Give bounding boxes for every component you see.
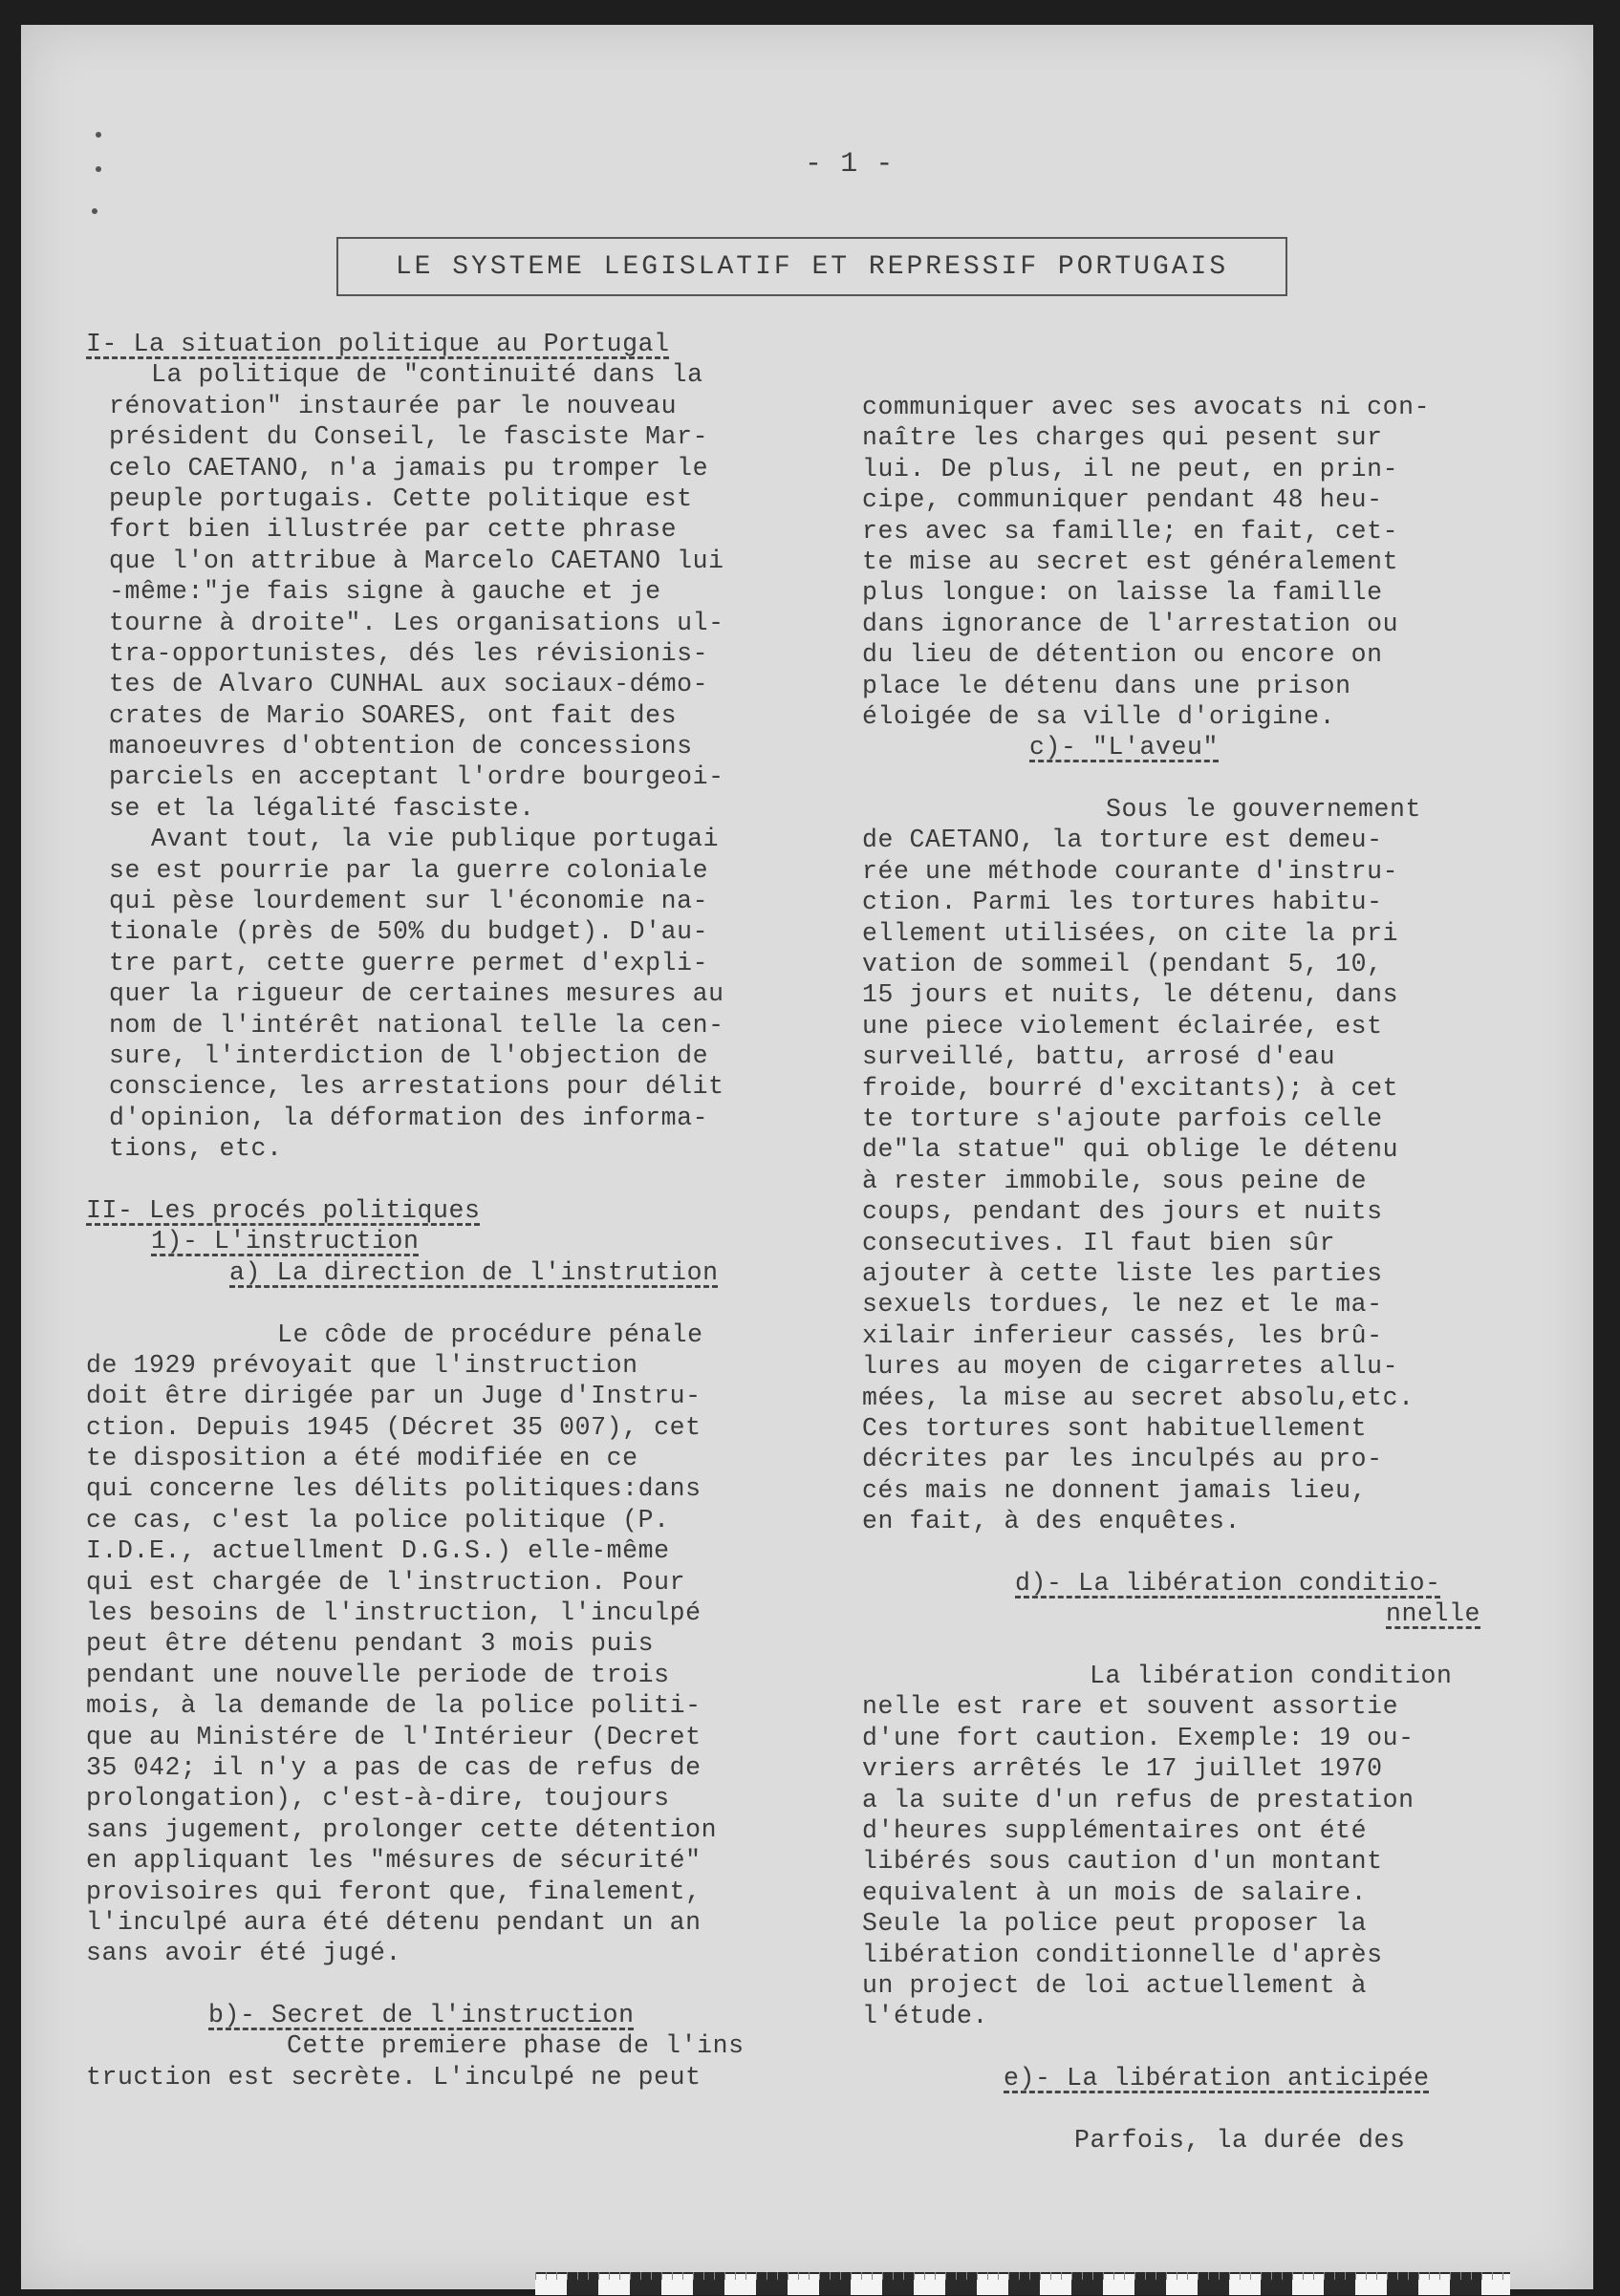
line-text: te torture s'ajoute parfois celle [862,1104,1383,1133]
text-line [86,1288,851,1319]
line-text: I- La situation politique au Portugal [86,330,670,358]
text-line [86,608,851,638]
text-line [862,1041,1588,1072]
section-heading [86,1226,851,1256]
text-line [862,979,1588,1010]
line-text: te mise au secret est généralement [862,547,1399,576]
line-text: Avant tout, la vie publique portugai [151,825,720,854]
line-text: d)- La libération conditio- [1015,1568,1441,1598]
line-text: vriers arrêtés le 17 juillet 1970 [862,1754,1383,1784]
line-text: nelle est rare et souvent assortie [862,1692,1399,1722]
line-text: coups, pendant des jours et nuits [862,1197,1383,1227]
text-line [862,949,1588,979]
line-text: du lieu de détention ou encore on [862,640,1383,670]
line-text: place le détenu dans une prison [862,671,1351,700]
text-line [86,1505,851,1535]
text-line [862,609,1588,639]
text-line [86,1381,851,1411]
line-text: qui est chargée de l'instruction. Pour [86,1567,686,1597]
line-text: en appliquant les "mésures de sécurité" [86,1846,702,1876]
text-line [862,1691,1588,1722]
text-line [86,1535,851,1566]
text-line [862,1475,1588,1506]
section-heading [86,2000,851,2030]
line-text: peut être détenu pendant 3 mois puis [86,1629,655,1659]
text-line [862,1753,1588,1784]
line-text: rée une méthode courante d'instru- [862,856,1399,886]
line-text: -même:"je fais signe à gauche et je [109,577,661,607]
text-line [86,1350,851,1381]
text-line [862,454,1588,484]
text-line [86,1814,851,1845]
line-text: sans jugement, prolonger cette détention [86,1814,718,1844]
text-line [862,701,1588,732]
text-line [86,1752,851,1783]
text-line [86,1783,851,1813]
line-text: cipe, communiquer pendant 48 heu- [862,485,1383,515]
line-text: froide, bourré d'excitants); à cet [862,1073,1399,1103]
text-line [862,547,1588,577]
text-line [86,2030,851,2061]
text-line [862,2125,1588,2156]
line-text: d'une fort caution. Exemple: 19 ou- [862,1723,1415,1752]
line-text: communiquer avec ses avocats ni con- [862,393,1431,421]
text-line [86,700,851,731]
line-text: libérés sous caution d'un montant [862,1847,1383,1877]
line-text: parciels en acceptant l'ordre bourgeoi- [109,762,724,792]
line-text: en fait, à des enquêtes. [862,1507,1242,1536]
punch-mark [96,132,101,138]
line-text: cés mais ne donnent jamais lieu, [862,1475,1368,1505]
document-page [21,25,1593,2289]
line-text: II- Les procés politiques [86,1195,481,1225]
line-text: qui pèse lourdement sur l'économie na- [109,887,709,916]
line-text: naître les charges qui pesent sur [862,423,1383,453]
text-line [862,2032,1588,2063]
section-heading [86,1257,851,1288]
line-text: l'inculpé aura été détenu pendant un an [86,1907,702,1937]
line-text: décrites par les inculpés au pro- [862,1445,1383,1474]
text-line [862,2093,1588,2124]
text-line [862,422,1588,453]
section-heading [862,1568,1588,1599]
text-line [862,2001,1588,2031]
text-line [86,1165,851,1195]
line-text: mées, la mise au secret absolu,etc. [862,1383,1415,1412]
text-line [86,1938,851,1968]
text-line [862,1444,1588,1474]
text-line [86,1877,851,1907]
text-line [862,1723,1588,1753]
line-text: Parfois, la durée des [1074,2125,1406,2155]
line-text: manoeuvres d'obtention de concessions [109,732,693,762]
text-line [862,1289,1588,1320]
text-line [86,483,851,514]
text-line [86,453,851,483]
text-line [862,1104,1588,1134]
line-text: de"la statue" qui oblige le détenu [862,1135,1399,1165]
line-text: Le côde de procédure pénale [277,1320,703,1349]
text-line [862,1536,1588,1567]
line-text: pendant une nouvelle periode de trois [86,1660,670,1689]
line-text: 35 042; il n'y a pas de cas de refus de [86,1752,702,1782]
text-line [86,359,851,390]
text-line [86,1628,851,1659]
right-text-column [862,392,1588,2156]
line-text: a la suite d'un refus de prestation [862,1785,1415,1814]
page-number: - 1 - [805,148,895,181]
line-text: 15 jours et nuits, le détenu, dans [862,980,1399,1010]
text-line [862,1785,1588,1815]
text-line [862,794,1588,825]
line-text: de 1929 prévoyait que l'instruction [86,1350,638,1380]
text-line [86,731,851,762]
text-line [86,1010,851,1041]
line-text: lui. De plus, il ne peut, en prin- [862,454,1399,483]
text-line [862,639,1588,670]
line-text: se est pourrie par la guerre coloniale [109,855,709,885]
text-line [86,1443,851,1473]
text-line [86,1690,851,1721]
line-text: provisoires qui feront que, finalement, [86,1877,702,1906]
line-text: quer la rigueur de certaines mesures au [109,979,724,1009]
text-line [862,1506,1588,1536]
text-line [862,1351,1588,1382]
text-line [862,1011,1588,1041]
text-line [86,546,851,576]
section-heading [862,732,1588,762]
line-text: d'heures supplémentaires ont été [862,1815,1368,1845]
text-line [862,516,1588,547]
punch-mark [96,166,101,172]
text-line [862,887,1588,917]
text-line [86,576,851,607]
text-line [86,1320,851,1350]
text-line [86,1907,851,1938]
text-line [862,1196,1588,1227]
line-text: te disposition a été modifiée en ce [86,1444,638,1473]
line-text: crates de Mario SOARES, ont fait des [109,700,678,730]
text-line [86,916,851,947]
line-text: à rester immobile, sous peine de [862,1166,1368,1195]
text-line [862,1134,1588,1165]
text-line [862,484,1588,515]
line-text: tes de Alvaro CUNHAL aux sociaux-démo- [109,670,709,699]
text-line [862,1258,1588,1289]
line-text: ajouter à cette liste les parties [862,1258,1383,1288]
text-line [862,671,1588,701]
page-title-box [336,237,1287,296]
text-line [86,514,851,545]
line-text: I.D.E., actuellment D.G.S.) elle-même [86,1536,670,1566]
text-line [86,421,851,452]
section-heading [86,1195,851,1226]
line-text: libération conditionnelle d'après [862,1940,1383,1969]
line-text: une piece violement éclairée, est [862,1011,1383,1041]
text-line [86,1845,851,1876]
line-text: de CAETANO, la torture est demeu- [862,826,1383,855]
line-text: equivalent à un mois de salaire. [862,1878,1368,1907]
line-text: 1)- L'instruction [151,1227,420,1256]
text-line [86,1133,851,1164]
text-line [862,1383,1588,1413]
text-line [862,1228,1588,1258]
line-text: ellement utilisées, on cite la pri [862,918,1399,948]
text-line [86,824,851,854]
text-line [862,825,1588,855]
section-heading [862,2063,1588,2093]
page-title: LE SYSTEME LEGISLATIF ET REPRESSIF PORTUGAIS [395,251,1229,282]
line-text: Ces tortures sont habituellement [862,1413,1368,1443]
scale-ruler-ticks [535,2272,1510,2280]
line-text: e)- La libération anticipée [1004,2064,1430,2093]
line-text: président du Conseil, le fasciste Mar- [109,422,709,452]
line-text: vation de sommeil (pendant 5, 10, [862,950,1383,979]
text-line [86,391,851,421]
line-text: La politique de "continuité dans la [151,360,703,390]
text-line [86,1473,851,1504]
text-line [86,855,851,886]
text-line [862,392,1588,422]
text-line [862,1940,1588,1970]
text-line [862,577,1588,608]
text-line [86,669,851,699]
section-heading [862,1599,1588,1629]
text-line [86,886,851,916]
text-line [86,1041,851,1071]
line-text: b)- Secret de l'instruction [208,2001,635,2030]
text-line [862,1166,1588,1196]
line-text: prolongation), c'est-à-dire, toujours [86,1784,670,1813]
text-line [862,1878,1588,1908]
line-text: éloigée de sa ville d'origine. [862,701,1336,731]
line-text: qui concerne les délits politiques:dans [86,1474,702,1504]
text-line [862,1815,1588,1846]
line-text: que l'on attribue à Marcelo CAETANO lui [109,546,724,575]
line-text: conscience, les arrestations pour délit [109,1072,724,1102]
line-text: c)- "L'aveu" [1029,733,1220,762]
line-text: Seule la police peut proposer la [862,1909,1368,1939]
text-line [862,856,1588,887]
line-text: sexuels tordues, le nez et le ma- [862,1290,1383,1320]
text-line [86,1598,851,1628]
line-text: ction. Parmi les tortures habitu- [862,888,1383,917]
text-line [862,1413,1588,1444]
line-text: mois, à la demande de la police politi- [86,1691,702,1721]
line-text: a) La direction de l'instrution [229,1257,719,1287]
text-line [862,918,1588,949]
text-line [86,978,851,1009]
line-text: tionale (près de 50% du budget). D'au- [109,917,709,947]
line-text: un project de loi actuellement à [862,1970,1368,2000]
line-text: nnelle [1386,1599,1481,1629]
line-text: que au Ministére de l'Intérieur (Decret [86,1722,702,1751]
line-text: tourne à droite". Les organisations ul- [109,608,724,637]
line-text: plus longue: on laisse la famille [862,578,1383,608]
line-text: consecutives. Il faut bien sûr [862,1228,1336,1257]
text-line [862,1908,1588,1939]
line-text: Cette premiere phase de l'ins [287,2031,745,2061]
line-text: sure, l'interdiction de l'objection de [109,1041,709,1070]
line-text: surveillé, battu, arrosé d'eau [862,1042,1336,1072]
line-text: tre part, cette guerre permet d'expli- [109,948,709,977]
line-text: tions, etc. [109,1134,283,1164]
line-text: Sous le gouvernement [1106,795,1422,825]
line-text: truction est secrète. L'inculpé ne peut [86,2062,702,2092]
text-line [86,1103,851,1133]
line-text: rénovation" instaurée par le nouveau [109,391,678,420]
line-text: peuple portugais. Cette politique est [109,483,693,513]
line-text: se et la légalité fasciste. [109,793,535,823]
line-text: les besoins de l'instruction, l'inculpé [86,1599,702,1628]
line-text: ce cas, c'est la police politique (P. [86,1505,670,1534]
text-line [86,638,851,669]
text-line [86,762,851,792]
text-line [862,1630,1588,1661]
text-line [862,1661,1588,1691]
line-text: sans avoir été jugé. [86,1939,402,1968]
punch-mark [92,208,97,214]
line-text: La libération condition [1090,1662,1453,1691]
text-line [86,1660,851,1690]
text-line [862,1846,1588,1877]
left-text-column [86,329,851,2092]
line-text: ction. Depuis 1945 (Décret 35 007), cet [86,1412,702,1442]
line-text: res avec sa famille; en fait, cet- [862,516,1399,546]
text-line [86,1071,851,1102]
text-line [86,948,851,978]
section-heading [86,329,851,359]
line-text: lures au moyen de cigarretes allu- [862,1352,1399,1382]
line-text: celo CAETANO, n'a jamais pu tromper le [109,453,709,483]
text-line [86,1412,851,1443]
text-line [862,1970,1588,2001]
text-line [86,1969,851,2000]
line-text: d'opinion, la déformation des informa- [109,1103,709,1132]
text-line [862,1320,1588,1351]
line-text: doit être dirigée par un Juge d'Instru- [86,1382,702,1411]
text-line [86,1567,851,1598]
text-line [86,1722,851,1752]
line-text: fort bien illustrée par cette phrase [109,515,678,545]
line-text: xilair inferieur cassés, les brû- [862,1320,1383,1350]
line-text: tra-opportunistes, dés les révisionis- [109,638,709,668]
text-line [862,1073,1588,1104]
text-line [86,793,851,824]
text-line [86,2062,851,2092]
text-line [862,763,1588,794]
line-text: l'étude. [862,2002,989,2031]
line-text: dans ignorance de l'arrestation ou [862,609,1399,638]
line-text: nom de l'intérêt national telle la cen- [109,1010,724,1040]
